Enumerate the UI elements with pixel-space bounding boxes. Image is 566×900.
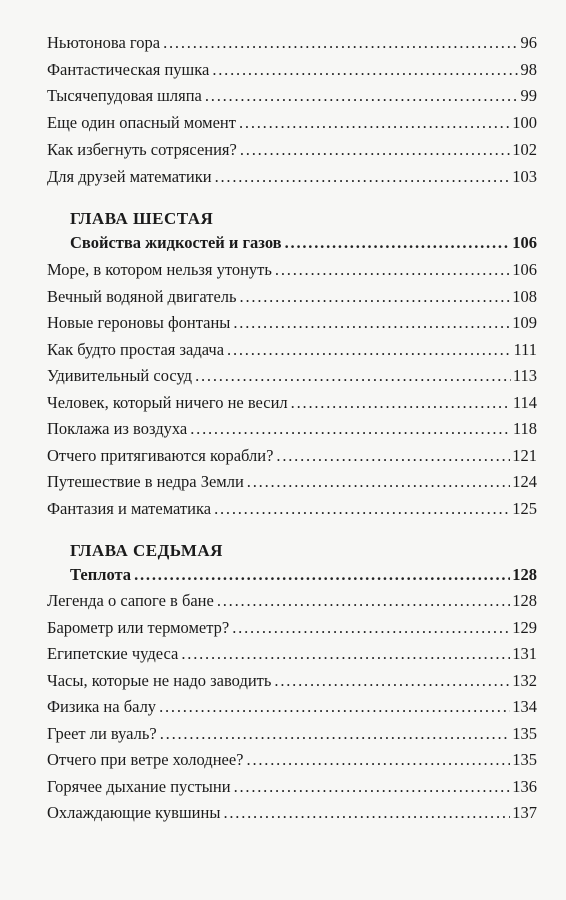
toc-entry-title: Фантазия и математика [47, 499, 212, 518]
toc-section [70, 231, 537, 255]
toc-entry-title: Отчего притягиваются корабли? [47, 446, 274, 465]
dot-leader [247, 470, 510, 494]
toc-entry [47, 497, 537, 521]
dot-leader [212, 58, 518, 82]
toc-entry-title: Отчего при ветре холоднее? [47, 750, 244, 769]
toc-entry-page: 99 [520, 86, 537, 105]
toc-entry-title: Удивительный сосуд [47, 366, 193, 385]
toc-entry-title: Физика на балу [47, 697, 157, 716]
dot-leader [134, 563, 510, 587]
chapter-heading: ГЛАВА ШЕСТАЯ [70, 209, 214, 228]
toc-entry-title: Вечный водяной двигатель [47, 287, 237, 306]
toc-entry-page: 96 [520, 33, 537, 52]
dot-leader [160, 722, 511, 746]
toc-entry-title: Тысячепудовая шляпа [47, 86, 202, 105]
toc-entry [47, 444, 537, 468]
toc-entry [47, 165, 537, 189]
dot-leader [159, 695, 510, 719]
toc-entry [47, 391, 537, 415]
dot-leader [285, 231, 511, 255]
dot-leader [163, 31, 518, 55]
toc-entry-page: 108 [512, 287, 537, 306]
toc-entry [47, 695, 537, 719]
toc-entry [47, 470, 537, 494]
toc-entry-page: 131 [512, 644, 537, 663]
toc-entry-title: Горячее дыхание пустыни [47, 777, 231, 796]
toc-entry-title: Как избегнуть сотрясения? [47, 140, 237, 159]
toc-entry-title: Еще один опасный момент [47, 113, 236, 132]
toc-entry [47, 338, 537, 362]
dot-leader [291, 391, 511, 415]
toc-entry-page: 103 [512, 167, 537, 186]
toc-entry [47, 417, 537, 441]
toc-entry-page: 102 [512, 140, 537, 159]
toc-entry-page: 121 [512, 446, 537, 465]
toc-entry-title: Легенда о сапоге в бане [47, 591, 214, 610]
dot-leader [195, 364, 511, 388]
toc-entry-page: 132 [512, 671, 537, 690]
toc-entry-page: 98 [520, 60, 537, 79]
toc-entry-title: Новые героновы фонтаны [47, 313, 231, 332]
toc-section-page: 106 [512, 233, 537, 252]
dot-leader [274, 669, 510, 693]
toc-entry-page: 125 [512, 499, 537, 518]
toc-entry-page: 113 [512, 366, 537, 385]
toc-section-page: 128 [512, 565, 537, 584]
toc-entry-page: 100 [512, 113, 537, 132]
toc-entry-title: Египетские чудеса [47, 644, 179, 663]
toc-entry-page: 128 [512, 591, 537, 610]
toc-entry [47, 364, 537, 388]
dot-leader [239, 111, 510, 135]
toc-entry [47, 84, 537, 108]
toc-entry [47, 111, 537, 135]
toc-entry-page: 135 [512, 750, 537, 769]
toc-entry [47, 642, 537, 666]
dot-leader [247, 748, 511, 772]
toc-entry [47, 669, 537, 693]
toc-entry-title: Человек, который ничего не весил [47, 393, 288, 412]
dot-leader [215, 165, 511, 189]
toc-entry-title: Как будто простая задача [47, 340, 225, 359]
toc-entry-page: 129 [512, 618, 537, 637]
dot-leader [214, 497, 510, 521]
dot-leader [232, 616, 510, 640]
toc-entry-title: Ньютонова гора [47, 33, 161, 52]
dot-leader [190, 417, 511, 441]
toc-entry [47, 589, 537, 613]
toc-entry [47, 311, 537, 335]
dot-leader [240, 285, 511, 309]
toc-entry-page: 137 [512, 803, 537, 822]
toc-entry [47, 722, 537, 746]
toc-section-title: Теплота [70, 565, 132, 584]
dot-leader [276, 444, 510, 468]
dot-leader [181, 642, 510, 666]
toc-entry-page: 124 [512, 472, 537, 491]
toc-section-title: Свойства жидкостей и газов [70, 233, 282, 252]
toc-entry-page: 134 [512, 697, 537, 716]
dot-leader [217, 589, 510, 613]
dot-leader [240, 138, 510, 162]
toc-entry-title: Греет ли вуаль? [47, 724, 157, 743]
toc-entry [47, 138, 537, 162]
toc-entry [47, 775, 537, 799]
toc-entry [47, 748, 537, 772]
toc-entry-title: Море, в котором нельзя утонуть [47, 260, 272, 279]
toc-entry-page: 111 [513, 340, 537, 359]
toc-entry [47, 285, 537, 309]
toc-entry [47, 801, 537, 825]
toc-entry [47, 31, 537, 55]
toc-entry-title: Фантастическая пушка [47, 60, 210, 79]
toc-entry-title: Барометр или термометр? [47, 618, 230, 637]
dot-leader [205, 84, 519, 108]
toc-entry [47, 258, 537, 282]
toc-section [70, 563, 537, 587]
toc-entry-title: Путешествие в недра Земли [47, 472, 244, 491]
dot-leader [227, 338, 511, 362]
toc-entry-title: Для друзей математики [47, 167, 212, 186]
toc-entry-page: 106 [512, 260, 537, 279]
toc-entry-page: 114 [512, 393, 537, 412]
chapter-heading: ГЛАВА СЕДЬМАЯ [70, 541, 223, 560]
dot-leader [223, 801, 510, 825]
toc-entry-page: 118 [512, 419, 537, 438]
toc-entry [47, 616, 537, 640]
dot-leader [275, 258, 510, 282]
toc-entry-page: 135 [512, 724, 537, 743]
dot-leader [234, 775, 511, 799]
toc-entry-title: Часы, которые не надо заводить [47, 671, 272, 690]
toc-entry-title: Поклажа из воздуха [47, 419, 188, 438]
toc-entry-page: 109 [512, 313, 537, 332]
toc-entry-title: Охлаждающие кувшины [47, 803, 221, 822]
toc-entry [47, 58, 537, 82]
toc-entry-page: 136 [512, 777, 537, 796]
dot-leader [233, 311, 510, 335]
